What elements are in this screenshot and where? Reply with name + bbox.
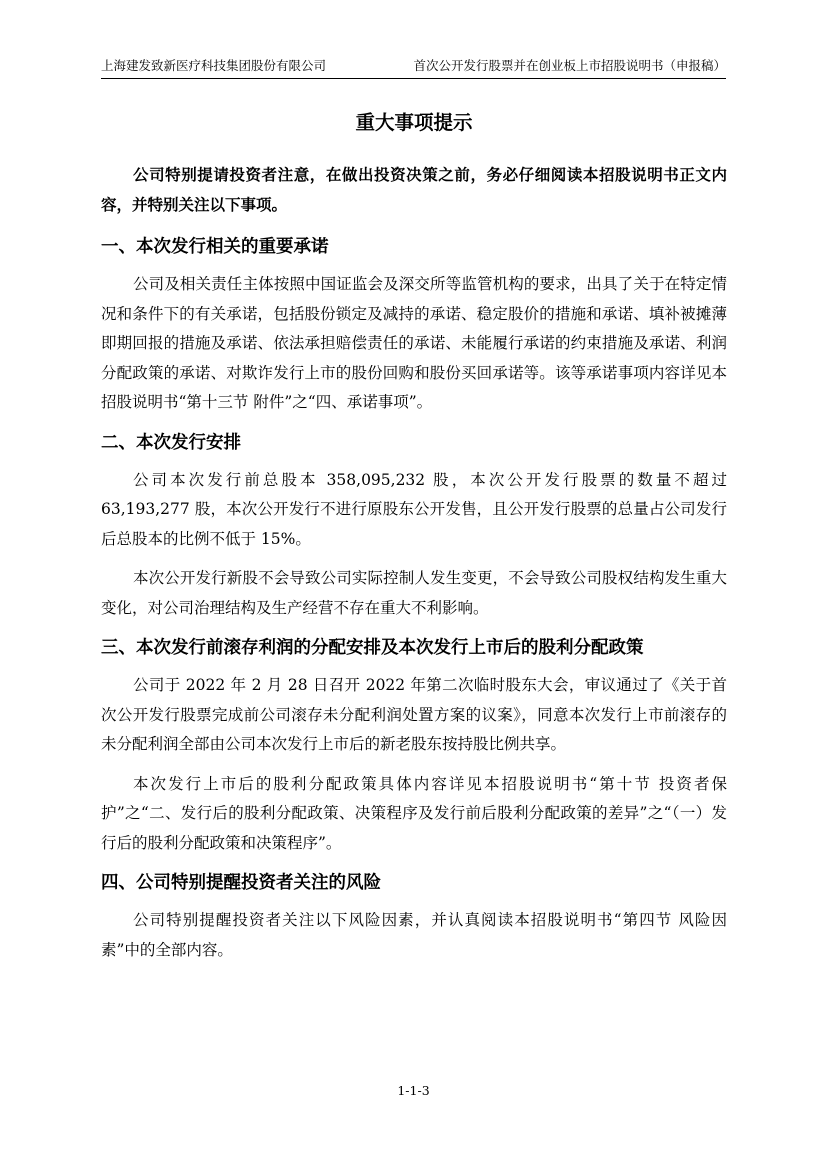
- header-company-name: 上海建发致新医疗科技集团股份有限公司: [101, 58, 327, 73]
- section-heading-1: 一、本次发行相关的重要承诺: [101, 237, 329, 257]
- section-1-paragraph-1: 公司及相关责任主体按照中国证监会及深交所等监管机构的要求，出具了关于在特定情况和条件下的有关承诺，包括股份锁定及减持的承诺、稳定股价的措施和承诺、填补被摊薄即期回报的措施及承诺、依法承担赔偿责任的承诺、未能履行承诺的约束措施及承诺、利润分配政策的承诺、对欺诈发行上市的股份回购和股份买回承诺等。该等承诺事项内容详见本招股说明书“第十三节 附件”之“四、承诺事项”。: [101, 275, 727, 411]
- section-3-paragraph-2: 本次发行上市后的股利分配政策具体内容详见本招股说明书“第十节 投资者保护”之“二、发行后的股利分配政策、决策程序及发行前后股利分配政策的差异”之“（一）发行后的股利分配政策和决策程序”。: [101, 774, 727, 852]
- page-number: 1-1-3: [397, 1083, 430, 1098]
- section-2-paragraph-2: 本次公开发行新股不会导致公司实际控制人发生变更，不会导致公司股权结构发生重大变化，对公司治理结构及生产经营不存在重大不利影响。: [101, 569, 727, 617]
- section-heading-2: 二、本次发行安排: [101, 432, 241, 453]
- section-3-paragraph-1: 公司于 2022 年 2 月 28 日召开 2022 年第二次临时股东大会，审议通过了《关于首次公开发行股票完成前公司滚存未分配利润处置方案的议案》，同意本次发行上市前滚存的未分配利润全部由公司本次发行上市后的新老股东按持股比例共享。: [101, 676, 727, 753]
- intro-notice: 公司特别提请投资者注意，在做出投资决策之前，务必仔细阅读本招股说明书正文内容，并特别关注以下事项。: [101, 165, 727, 214]
- section-4-paragraph-1: 公司特别提醒投资者关注以下风险因素，并认真阅读本招股说明书“第四节 风险因素”中的全部内容。: [101, 911, 727, 959]
- section-heading-3: 三、本次发行前滚存利润的分配安排及本次发行上市后的股利分配政策: [101, 638, 644, 658]
- header-document-name: 首次公开发行股票并在创业板上市招股说明书（申报稿）: [413, 58, 726, 73]
- document-body: [101, 108, 727, 975]
- page-title: 重大事项提示: [355, 111, 473, 134]
- section-heading-4: 四、公司特别提醒投资者关注的风险: [101, 873, 381, 893]
- section-2-paragraph-1: 公司本次发行前总股本 358,095,232 股，本次公开发行股票的数量不超过 63,193,277 股，本次公开发行不进行原股东公开发售，且公开发行股票的总量占公司发行后总股本的比例不低于 15%。: [101, 470, 727, 548]
- page-header: [101, 58, 726, 79]
